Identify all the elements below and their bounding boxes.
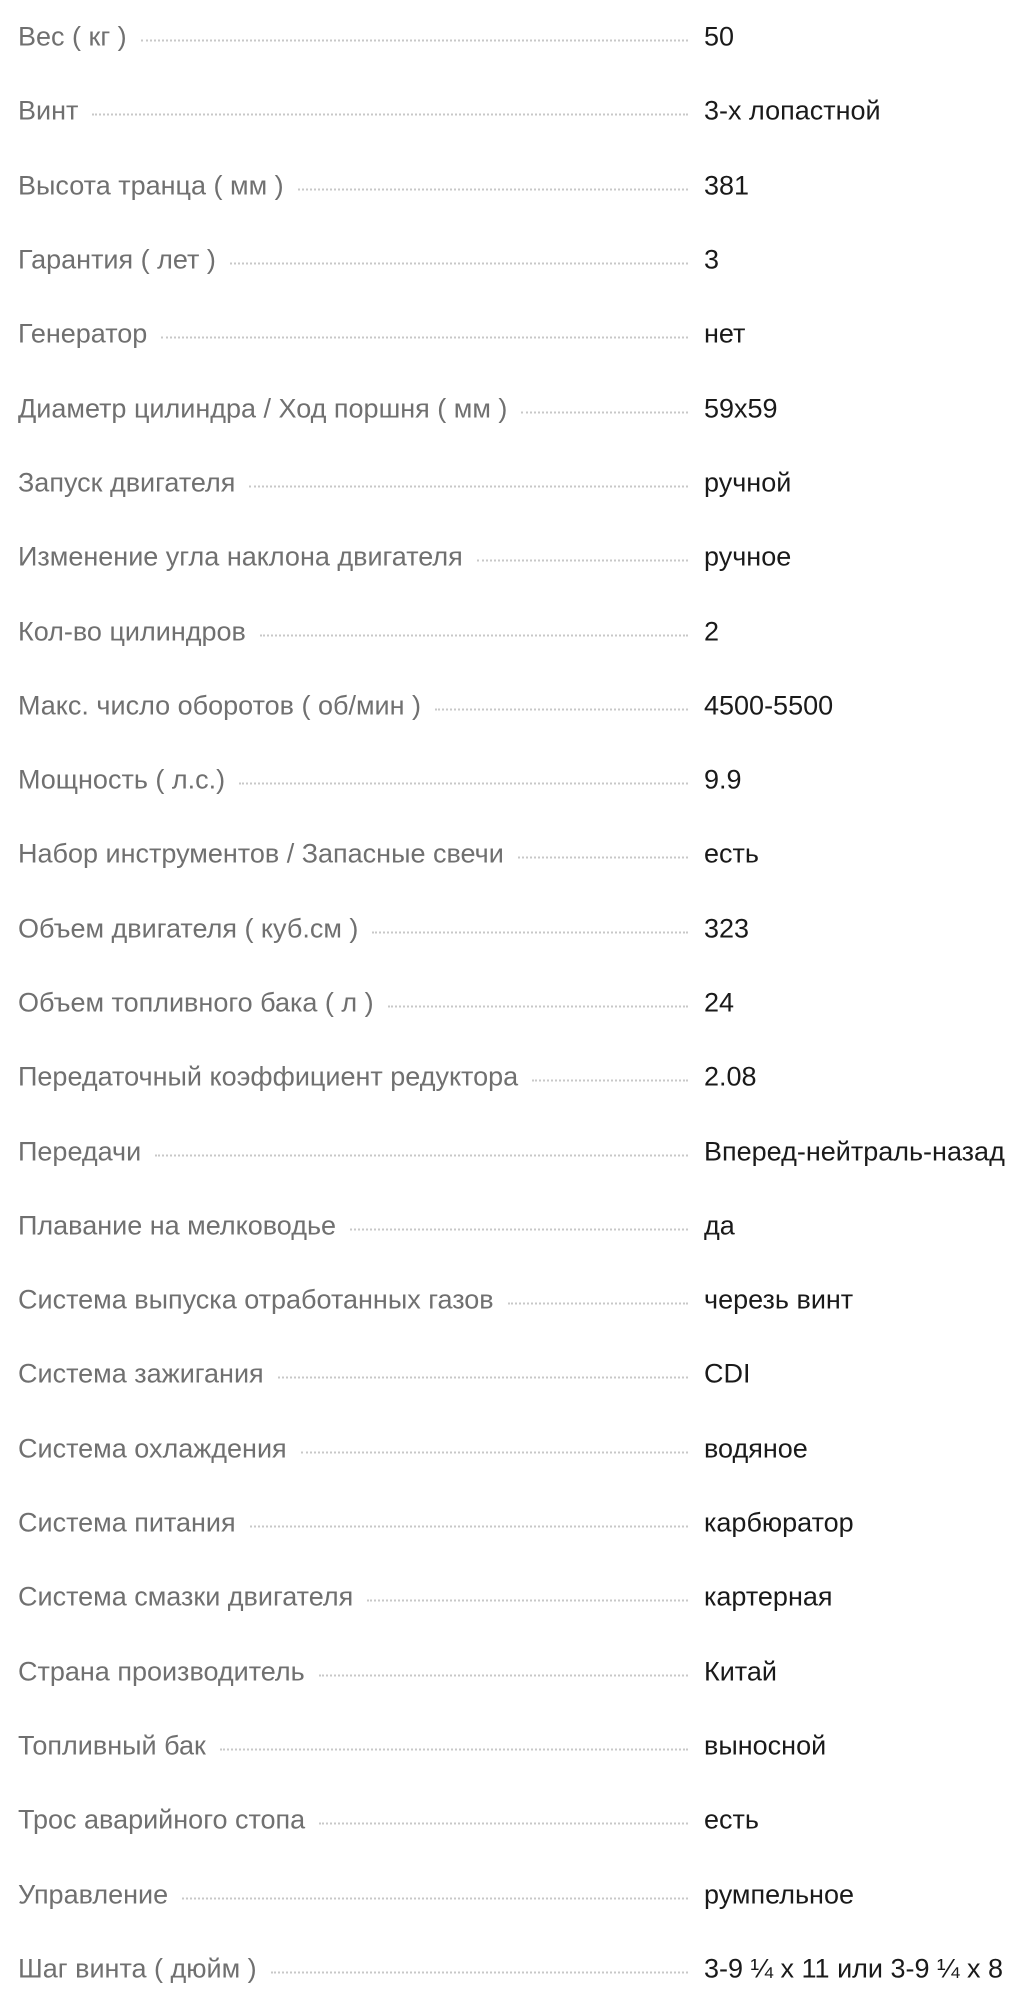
spec-value: CDI — [704, 1358, 751, 1389]
spec-row-fuel-system — [0, 1486, 1032, 1560]
spec-value: Китай — [704, 1656, 777, 1687]
spec-label: Система выпуска отработанных газов — [18, 1284, 494, 1315]
dotted-leader — [230, 263, 688, 265]
spec-row-country — [0, 1635, 1032, 1709]
spec-value: нет — [704, 318, 746, 349]
spec-value: 3-9 ¼ x 11 или 3-9 ¼ x 8 — [704, 1953, 1004, 1984]
spec-row-bore-stroke — [0, 371, 1032, 445]
spec-row-max-rpm — [0, 669, 1032, 743]
spec-row-kill-switch — [0, 1783, 1032, 1857]
spec-label: Гарантия ( лет ) — [18, 244, 216, 275]
spec-label: Генератор — [18, 318, 148, 349]
dotted-leader — [477, 560, 688, 562]
spec-value: 2 — [704, 616, 720, 647]
dotted-leader — [92, 114, 688, 116]
dotted-leader — [372, 931, 688, 933]
dotted-leader — [518, 857, 688, 859]
dotted-leader — [319, 1674, 688, 1676]
dotted-leader — [155, 1154, 688, 1156]
spec-label: Страна производитель — [18, 1656, 305, 1687]
spec-row-lubrication — [0, 1560, 1032, 1634]
spec-row-toolkit — [0, 817, 1032, 891]
spec-label: Изменение угла наклона двигателя — [18, 541, 463, 572]
spec-value: 2.08 — [704, 1061, 757, 1092]
spec-row-fuel-tank-volume — [0, 966, 1032, 1040]
spec-row-transom-height — [0, 149, 1032, 223]
spec-value: картерная — [704, 1581, 833, 1612]
spec-row-tilt-adjust — [0, 520, 1032, 594]
spec-row-cylinders — [0, 594, 1032, 668]
spec-value: карбюратор — [704, 1507, 854, 1538]
dotted-leader — [388, 1006, 688, 1008]
spec-label: Объем топливного бака ( л ) — [18, 987, 374, 1018]
spec-label: Высота транца ( мм ) — [18, 170, 284, 201]
spec-label: Система охлаждения — [18, 1433, 287, 1464]
spec-row-gear-ratio — [0, 1040, 1032, 1114]
spec-value: выносной — [704, 1730, 827, 1761]
dotted-leader — [301, 1451, 688, 1453]
spec-value: есть — [704, 838, 759, 869]
spec-value: ручное — [704, 541, 792, 572]
dotted-leader — [350, 1228, 688, 1230]
spec-value: 3-х лопастной — [704, 95, 881, 126]
spec-row-generator — [0, 297, 1032, 371]
dotted-leader — [508, 1303, 688, 1305]
spec-row-displacement — [0, 892, 1032, 966]
dotted-leader — [435, 708, 688, 710]
spec-value: 50 — [704, 21, 735, 52]
spec-label: Управление — [18, 1879, 169, 1910]
spec-value: да — [704, 1210, 735, 1241]
spec-row-gears — [0, 1114, 1032, 1188]
spec-label: Кол-во цилиндров — [18, 616, 246, 647]
dotted-leader — [249, 485, 688, 487]
spec-label: Диаметр цилиндра / Ход поршня ( мм ) — [18, 393, 508, 424]
spec-row-engine-start — [0, 446, 1032, 520]
spec-label: Передаточный коэффициент редуктора — [18, 1061, 519, 1092]
spec-label: Система зажигания — [18, 1358, 264, 1389]
spec-row-shallow-water — [0, 1189, 1032, 1263]
spec-value: 4500-5500 — [704, 690, 834, 721]
dotted-leader — [319, 1823, 688, 1825]
spec-value: черезь винт — [704, 1284, 854, 1315]
spec-row-weight — [0, 0, 1032, 74]
spec-value: 24 — [704, 987, 735, 1018]
spec-label: Вес ( кг ) — [18, 21, 127, 52]
spec-value: 381 — [704, 170, 750, 201]
dotted-leader — [239, 783, 688, 785]
dotted-leader — [220, 1748, 688, 1750]
dotted-leader — [298, 188, 688, 190]
spec-row-cooling — [0, 1412, 1032, 1486]
spec-label: Шаг винта ( дюйм ) — [18, 1953, 257, 1984]
spec-label: Запуск двигателя — [18, 467, 236, 498]
spec-value: есть — [704, 1804, 759, 1835]
spec-label: Макс. число оборотов ( об/мин ) — [18, 690, 422, 721]
spec-value: 323 — [704, 913, 750, 944]
spec-row-propeller — [0, 74, 1032, 148]
spec-value: 9.9 — [704, 764, 742, 795]
spec-row-steering — [0, 1857, 1032, 1931]
dotted-leader — [367, 1600, 688, 1602]
spec-row-warranty — [0, 223, 1032, 297]
spec-label: Мощность ( л.с.) — [18, 764, 226, 795]
spec-label: Плавание на мелководье — [18, 1210, 337, 1241]
spec-label: Набор инструментов / Запасные свечи — [18, 838, 504, 869]
dotted-leader — [521, 411, 688, 413]
dotted-leader — [532, 1080, 688, 1082]
spec-label: Топливный бак — [18, 1730, 206, 1761]
spec-row-prop-pitch — [0, 1932, 1032, 2006]
spec-value: ручной — [704, 467, 792, 498]
spec-value: 59x59 — [704, 393, 778, 424]
spec-label: Передачи — [18, 1136, 142, 1167]
dotted-leader — [141, 40, 688, 42]
spec-value: Вперед-нейтраль-назад — [704, 1136, 1005, 1167]
spec-row-exhaust — [0, 1263, 1032, 1337]
spec-value: 3 — [704, 244, 720, 275]
spec-row-fuel-tank — [0, 1709, 1032, 1783]
dotted-leader — [260, 634, 688, 636]
spec-label: Объем двигателя ( куб.см ) — [18, 913, 359, 944]
spec-label: Винт — [18, 95, 79, 126]
spec-row-power — [0, 743, 1032, 817]
spec-row-ignition — [0, 1337, 1032, 1411]
spec-label: Система питания — [18, 1507, 236, 1538]
spec-value: водяное — [704, 1433, 808, 1464]
dotted-leader — [182, 1897, 688, 1899]
spec-value: румпельное — [704, 1879, 854, 1910]
dotted-leader — [278, 1377, 688, 1379]
dotted-leader — [271, 1971, 688, 1973]
spec-label: Система смазки двигателя — [18, 1581, 354, 1612]
dotted-leader — [250, 1526, 688, 1528]
spec-label: Трос аварийного стопа — [18, 1804, 306, 1835]
dotted-leader — [161, 337, 688, 339]
